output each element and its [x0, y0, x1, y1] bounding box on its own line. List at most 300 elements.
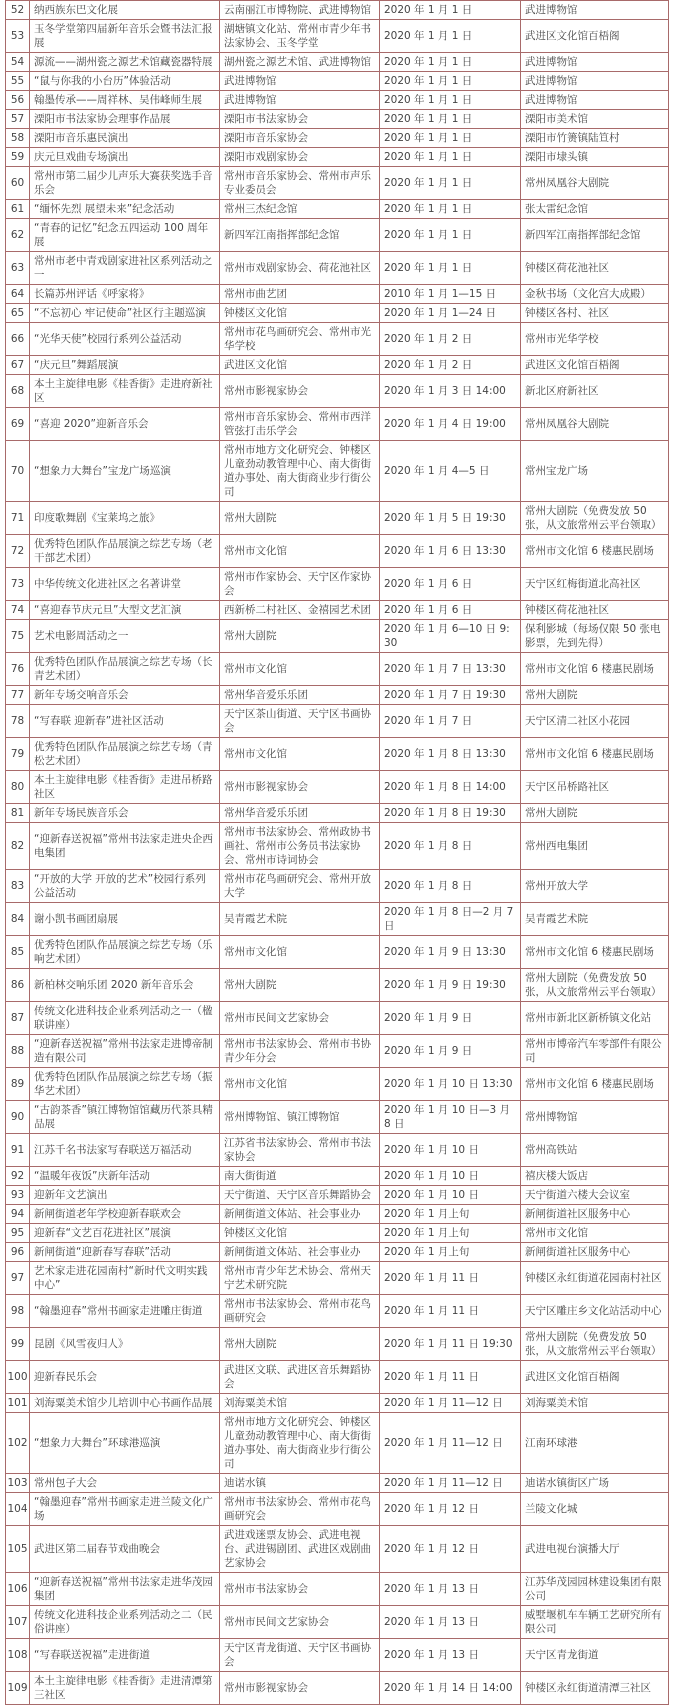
event-name-cell: “写春联送祝福”走进街道: [30, 1639, 220, 1672]
organizer-cell: 常州大剧院: [220, 620, 380, 653]
event-name-cell: 优秀特色团队作品展演之综艺专场（乐响艺术团）: [30, 936, 220, 969]
event-name-cell: 新闸街道“迎新春写春联”活动: [30, 1243, 220, 1262]
event-name-cell: 本土主旋律电影《桂香街》走进吊桥路社区: [30, 771, 220, 804]
event-name-cell: “开放的大学 开放的艺术”校园行系列公益活动: [30, 870, 220, 903]
row-number-cell: 60: [6, 167, 30, 200]
row-number-cell: 90: [6, 1101, 30, 1134]
organizer-cell: 常州大剧院: [220, 502, 380, 535]
event-name-cell: 常州市第二届少儿声乐大赛获奖选手音乐会: [30, 167, 220, 200]
organizer-cell: 吴青霞艺术院: [220, 903, 380, 936]
row-number-cell: 93: [6, 1186, 30, 1205]
row-number-cell: 92: [6, 1167, 30, 1186]
venue-cell: 新闸街道社区服务中心: [521, 1205, 669, 1224]
event-name-cell: 常州包子大会: [30, 1474, 220, 1493]
organizer-cell: 常州大剧院: [220, 969, 380, 1002]
organizer-cell: 天宁街道、天宁区音乐舞蹈协会: [220, 1186, 380, 1205]
venue-cell: 武进博物馆: [521, 1, 669, 20]
event-time-cell: 2020 年 1 月 7 日 13:30: [380, 653, 521, 686]
event-time-cell: 2010 年 1 月 1—15 日: [380, 285, 521, 304]
event-time-cell: 2020 年 1 月 8 日: [380, 823, 521, 870]
venue-cell: 金秋书场（文化宫大成殿）: [521, 285, 669, 304]
table-row: [6, 1361, 669, 1394]
event-name-cell: “青春的记忆”纪念五四运动 100 周年展: [30, 219, 220, 252]
venue-cell: 江苏华茂园园林建设集团有限公司: [521, 1573, 669, 1606]
event-time-cell: 2020 年 1 月 9 日 19:30: [380, 969, 521, 1002]
event-time-cell: 2020 年 1 月 1 日: [380, 129, 521, 148]
organizer-cell: 常州市民间文艺家协会: [220, 1606, 380, 1639]
row-number-cell: 98: [6, 1295, 30, 1328]
event-name-cell: 翰墨传承——周祥林、吴伟峰师生展: [30, 91, 220, 110]
table-row: [6, 356, 669, 375]
organizer-cell: 常州市文化馆: [220, 936, 380, 969]
table-row: [6, 1002, 669, 1035]
row-number-cell: 96: [6, 1243, 30, 1262]
organizer-cell: 常州华音爱乐乐团: [220, 804, 380, 823]
organizer-cell: 常州市花鸟画研究会、常州开放大学: [220, 870, 380, 903]
event-time-cell: 2020 年 1 月上旬: [380, 1243, 521, 1262]
table-row: [6, 1672, 669, 1705]
row-number-cell: 53: [6, 20, 30, 53]
row-number-cell: 72: [6, 535, 30, 568]
organizer-cell: 溧阳市音乐家协会: [220, 129, 380, 148]
organizer-cell: 溧阳市戏剧家协会: [220, 148, 380, 167]
event-name-cell: 传统文化进科技企业系列活动之一（楹联讲座）: [30, 1002, 220, 1035]
organizer-cell: 新四军江南指挥部纪念馆: [220, 219, 380, 252]
row-number-cell: 108: [6, 1639, 30, 1672]
table-row: [6, 1394, 669, 1413]
table-row: [6, 620, 669, 653]
row-number-cell: 65: [6, 304, 30, 323]
organizer-cell: 常州市书法家协会、常州政协书画社、常州市公务员书法家协会、常州市诗词协会: [220, 823, 380, 870]
event-time-cell: 2020 年 1 月 13 日: [380, 1573, 521, 1606]
row-number-cell: 88: [6, 1035, 30, 1068]
row-number-cell: 73: [6, 568, 30, 601]
row-number-cell: 66: [6, 323, 30, 356]
row-number-cell: 103: [6, 1474, 30, 1493]
event-time-cell: 2020 年 1 月 10 日: [380, 1186, 521, 1205]
row-number-cell: 70: [6, 441, 30, 502]
row-number-cell: 55: [6, 72, 30, 91]
organizer-cell: 常州市民间文艺家协会: [220, 1002, 380, 1035]
venue-cell: 保利影城（每场仅限 50 张电影票，先到先得）: [521, 620, 669, 653]
row-number-cell: 77: [6, 686, 30, 705]
event-time-cell: 2020 年 1 月 8 日: [380, 870, 521, 903]
event-name-cell: “光华天使”校园行系列公益活动: [30, 323, 220, 356]
venue-cell: 天宁区红梅街道北高社区: [521, 568, 669, 601]
event-name-cell: 长篇苏州评话《呼家将》: [30, 285, 220, 304]
event-time-cell: 2020 年 1 月 1 日: [380, 110, 521, 129]
row-number-cell: 106: [6, 1573, 30, 1606]
table-row: [6, 1493, 669, 1526]
venue-cell: 兰陵文化城: [521, 1493, 669, 1526]
event-time-cell: 2020 年 1 月 3 日 14:00: [380, 375, 521, 408]
event-time-cell: 2020 年 1 月 11 日: [380, 1295, 521, 1328]
organizer-cell: 常州市书法家协会、常州市书协青少年分会: [220, 1035, 380, 1068]
table-row: [6, 285, 669, 304]
event-name-cell: “温暖年夜饭”庆新年活动: [30, 1167, 220, 1186]
event-time-cell: 2020 年 1 月 12 日: [380, 1493, 521, 1526]
event-time-cell: 2020 年 1 月 8 日—2 月 7 日: [380, 903, 521, 936]
event-time-cell: 2020 年 1 月 1 日: [380, 252, 521, 285]
organizer-cell: 常州三杰纪念馆: [220, 200, 380, 219]
venue-cell: 常州凤凰谷大剧院: [521, 167, 669, 200]
row-number-cell: 63: [6, 252, 30, 285]
event-name-cell: “翰墨迎春”常州书画家走进雕庄街道: [30, 1295, 220, 1328]
event-name-cell: “迎新春送祝福”常州书法家走进博帝制造有限公司: [30, 1035, 220, 1068]
venue-cell: 禧庆楼大饭店: [521, 1167, 669, 1186]
table-row: [6, 72, 669, 91]
organizer-cell: 常州市音乐家协会、常州市西洋管弦打击乐学会: [220, 408, 380, 441]
table-row: [6, 375, 669, 408]
event-time-cell: 2020 年 1 月 10 日 13:30: [380, 1068, 521, 1101]
event-time-cell: 2020 年 1 月 2 日: [380, 323, 521, 356]
venue-cell: 武进区文化馆百梧阁: [521, 356, 669, 375]
table-row: [6, 167, 669, 200]
row-number-cell: 81: [6, 804, 30, 823]
event-name-cell: 传统文化进科技企业系列活动之二（民俗讲座）: [30, 1606, 220, 1639]
event-name-cell: 源流——湖州瓷之源艺术馆藏瓷器特展: [30, 53, 220, 72]
event-time-cell: 2020 年 1 月 8 日 19:30: [380, 804, 521, 823]
event-name-cell: 新闸街道老年学校迎新春联欢会: [30, 1205, 220, 1224]
table-row: [6, 1328, 669, 1361]
venue-cell: 常州市文化馆 6 楼惠民剧场: [521, 535, 669, 568]
row-number-cell: 107: [6, 1606, 30, 1639]
organizer-cell: 常州市文化馆: [220, 653, 380, 686]
venue-cell: 常州大剧院: [521, 804, 669, 823]
table-row: [6, 1224, 669, 1243]
row-number-cell: 54: [6, 53, 30, 72]
row-number-cell: 99: [6, 1328, 30, 1361]
table-row: [6, 771, 669, 804]
event-name-cell: “写春联 迎新春”进社区活动: [30, 705, 220, 738]
venue-cell: 常州开放大学: [521, 870, 669, 903]
table-row: [6, 1413, 669, 1474]
event-time-cell: 2020 年 1 月 11 日 19:30: [380, 1328, 521, 1361]
venue-cell: 常州西电集团: [521, 823, 669, 870]
table-row: [6, 823, 669, 870]
event-time-cell: 2020 年 1 月 7 日: [380, 705, 521, 738]
event-time-cell: 2020 年 1 月 8 日 13:30: [380, 738, 521, 771]
venue-cell: 吴青霞艺术院: [521, 903, 669, 936]
venue-cell: 天宁区青龙街道: [521, 1639, 669, 1672]
row-number-cell: 85: [6, 936, 30, 969]
table-row: [6, 903, 669, 936]
row-number-cell: 97: [6, 1262, 30, 1295]
venue-cell: 威墅堰机车车辆工艺研究所有限公司: [521, 1606, 669, 1639]
table-row: [6, 1573, 669, 1606]
table-row: [6, 568, 669, 601]
table-row: [6, 91, 669, 110]
event-name-cell: 庆元旦戏曲专场演出: [30, 148, 220, 167]
venue-cell: 常州大剧院: [521, 686, 669, 705]
event-name-cell: 优秀特色团队作品展演之综艺专场（振华艺术团）: [30, 1068, 220, 1101]
venue-cell: 常州博物馆: [521, 1101, 669, 1134]
table-row: [6, 535, 669, 568]
row-number-cell: 80: [6, 771, 30, 804]
row-number-cell: 75: [6, 620, 30, 653]
event-time-cell: 2020 年 1 月 11—12 日: [380, 1413, 521, 1474]
table-row: [6, 200, 669, 219]
table-row: [6, 705, 669, 738]
organizer-cell: 武进区文联、武进区音乐舞蹈协会: [220, 1361, 380, 1394]
organizer-cell: 云南丽江市博物院、武进博物馆: [220, 1, 380, 20]
event-time-cell: 2020 年 1 月 6 日: [380, 568, 521, 601]
organizer-cell: 天宁区茶山街道、天宁区书画协会: [220, 705, 380, 738]
venue-cell: 新闸街道社区服务中心: [521, 1243, 669, 1262]
event-name-cell: “缅怀先烈 展望未来”纪念活动: [30, 200, 220, 219]
venue-cell: 溧阳市美术馆: [521, 110, 669, 129]
table-row: [6, 936, 669, 969]
organizer-cell: 常州大剧院: [220, 1328, 380, 1361]
table-row: [6, 219, 669, 252]
event-name-cell: 中华传统文化进社区之名著讲堂: [30, 568, 220, 601]
venue-cell: 钟楼区荷花池社区: [521, 252, 669, 285]
venue-cell: 常州市文化馆 6 楼惠民剧场: [521, 1068, 669, 1101]
event-time-cell: 2020 年 1 月 13 日: [380, 1606, 521, 1639]
organizer-cell: 常州市戏剧家协会、荷花池社区: [220, 252, 380, 285]
row-number-cell: 59: [6, 148, 30, 167]
organizer-cell: 常州市文化馆: [220, 1068, 380, 1101]
venue-cell: 溧阳市埭头镇: [521, 148, 669, 167]
table-row: [6, 1526, 669, 1573]
event-name-cell: 溧阳市音乐惠民演出: [30, 129, 220, 148]
row-number-cell: 91: [6, 1134, 30, 1167]
event-time-cell: 2020 年 1 月 1 日: [380, 53, 521, 72]
event-time-cell: 2020 年 1 月 11 日: [380, 1361, 521, 1394]
event-name-cell: 纳西族东巴文化展: [30, 1, 220, 20]
venue-cell: 常州宝龙广场: [521, 441, 669, 502]
organizer-cell: 常州市影视家协会: [220, 1672, 380, 1705]
event-time-cell: 2020 年 1 月 4—5 日: [380, 441, 521, 502]
row-number-cell: 109: [6, 1672, 30, 1705]
table-row: [6, 1262, 669, 1295]
row-number-cell: 101: [6, 1394, 30, 1413]
event-name-cell: “喜迎春节庆元旦”大型文艺汇演: [30, 601, 220, 620]
venue-cell: 常州高铁站: [521, 1134, 669, 1167]
organizer-cell: 湖州瓷之源艺术馆、武进博物馆: [220, 53, 380, 72]
organizer-cell: 湖塘镇文化站、常州市青少年书法家协会、玉冬学堂: [220, 20, 380, 53]
event-time-cell: 2020 年 1 月 11—12 日: [380, 1394, 521, 1413]
organizer-cell: 常州市花鸟画研究会、常州市光华学校: [220, 323, 380, 356]
organizer-cell: 常州市书法家协会: [220, 1573, 380, 1606]
event-time-cell: 2020 年 1 月 7 日 19:30: [380, 686, 521, 705]
row-number-cell: 102: [6, 1413, 30, 1474]
table-row: [6, 804, 669, 823]
table-row: [6, 1035, 669, 1068]
organizer-cell: 新闸街道文体站、社会事业办: [220, 1205, 380, 1224]
row-number-cell: 67: [6, 356, 30, 375]
organizer-cell: 武进博物馆: [220, 91, 380, 110]
venue-cell: 江南环球港: [521, 1413, 669, 1474]
event-time-cell: 2020 年 1 月 2 日: [380, 356, 521, 375]
row-number-cell: 64: [6, 285, 30, 304]
row-number-cell: 100: [6, 1361, 30, 1394]
organizer-cell: 武进区文化馆: [220, 356, 380, 375]
row-number-cell: 58: [6, 129, 30, 148]
table-row: [6, 1186, 669, 1205]
event-time-cell: 2020 年 1 月 1 日: [380, 200, 521, 219]
row-number-cell: 83: [6, 870, 30, 903]
venue-cell: 武进博物馆: [521, 53, 669, 72]
venue-cell: 迪诺水镇街区广场: [521, 1474, 669, 1493]
events-table: [5, 0, 669, 1705]
row-number-cell: 74: [6, 601, 30, 620]
event-name-cell: 昆剧《风雪夜归人》: [30, 1328, 220, 1361]
venue-cell: 钟楼区各村、社区: [521, 304, 669, 323]
table-row: [6, 1068, 669, 1101]
event-time-cell: 2020 年 1 月 1 日: [380, 1, 521, 20]
event-time-cell: 2020 年 1 月 1—24 日: [380, 304, 521, 323]
event-name-cell: 常州市老中青戏剧家进社区系列活动之一: [30, 252, 220, 285]
organizer-cell: 常州市地方文化研究会、钟楼区儿童劲动教管理中心、南大街街道办事处、南大街商业步行街公司: [220, 1413, 380, 1474]
row-number-cell: 68: [6, 375, 30, 408]
table-row: [6, 686, 669, 705]
organizer-cell: 常州博物馆、镇江博物馆: [220, 1101, 380, 1134]
event-time-cell: 2020 年 1 月 12 日: [380, 1526, 521, 1573]
row-number-cell: 78: [6, 705, 30, 738]
event-time-cell: 2020 年 1 月 14 日 14:00: [380, 1672, 521, 1705]
event-time-cell: 2020 年 1 月 8 日 14:00: [380, 771, 521, 804]
venue-cell: 武进博物馆: [521, 72, 669, 91]
row-number-cell: 62: [6, 219, 30, 252]
venue-cell: 武进区文化馆百梧阁: [521, 20, 669, 53]
event-name-cell: 本土主旋律电影《桂香街》走进府新社区: [30, 375, 220, 408]
table-row: [6, 304, 669, 323]
event-name-cell: 谢小凯书画团扇展: [30, 903, 220, 936]
event-name-cell: 印度歌舞剧《宝莱坞之旅》: [30, 502, 220, 535]
event-time-cell: 2020 年 1 月 6 日: [380, 601, 521, 620]
table-row: [6, 1134, 669, 1167]
event-time-cell: 2020 年 1 月 5 日 19:30: [380, 502, 521, 535]
venue-cell: 天宁区吊桥路社区: [521, 771, 669, 804]
event-time-cell: 2020 年 1 月 10 日: [380, 1134, 521, 1167]
event-name-cell: 武进区第二届春节戏曲晚会: [30, 1526, 220, 1573]
event-name-cell: 新年专场民族音乐会: [30, 804, 220, 823]
organizer-cell: 溧阳市书法家协会: [220, 110, 380, 129]
organizer-cell: 常州市书法家协会、常州市花鸟画研究会: [220, 1295, 380, 1328]
table-row: [6, 1243, 669, 1262]
venue-cell: 天宁区清二社区小花园: [521, 705, 669, 738]
event-name-cell: “庆元旦”舞蹈展演: [30, 356, 220, 375]
venue-cell: 钟楼区永红街道清潭三社区: [521, 1672, 669, 1705]
row-number-cell: 87: [6, 1002, 30, 1035]
venue-cell: 常州大剧院（免费发放 50 张，从文旅常州云平台领取）: [521, 1328, 669, 1361]
organizer-cell: 武进戏迷票友协会、武进电视台、武进锡剧团、武进区戏剧曲艺家协会: [220, 1526, 380, 1573]
table-row: [6, 738, 669, 771]
venue-cell: 钟楼区荷花池社区: [521, 601, 669, 620]
organizer-cell: 常州市文化馆: [220, 535, 380, 568]
event-name-cell: 优秀特色团队作品展演之综艺专场（长青艺术团）: [30, 653, 220, 686]
event-time-cell: 2020 年 1 月 9 日 13:30: [380, 936, 521, 969]
venue-cell: 武进区文化馆百梧阁: [521, 1361, 669, 1394]
event-name-cell: 优秀特色团队作品展演之综艺专场（老干部艺术团）: [30, 535, 220, 568]
row-number-cell: 71: [6, 502, 30, 535]
table-row: [6, 1167, 669, 1186]
organizer-cell: 钟楼区文化馆: [220, 304, 380, 323]
event-name-cell: 艺术家走进花园南村“新时代文明实践中心”: [30, 1262, 220, 1295]
table-row: [6, 441, 669, 502]
organizer-cell: 常州市影视家协会: [220, 375, 380, 408]
event-time-cell: 2020 年 1 月 1 日: [380, 148, 521, 167]
venue-cell: 溧阳市竹箦镇陆笪村: [521, 129, 669, 148]
table-row: [6, 148, 669, 167]
organizer-cell: 迪诺水镇: [220, 1474, 380, 1493]
event-time-cell: 2020 年 1 月 1 日: [380, 20, 521, 53]
event-name-cell: “迎新春送祝福”常州书法家走进华茂园集团: [30, 1573, 220, 1606]
event-time-cell: 2020 年 1 月上旬: [380, 1224, 521, 1243]
row-number-cell: 104: [6, 1493, 30, 1526]
event-name-cell: 刘海粟美术馆少儿培训中心书画作品展: [30, 1394, 220, 1413]
event-time-cell: 2020 年 1 月 1 日: [380, 219, 521, 252]
event-name-cell: 迎新年文艺演出: [30, 1186, 220, 1205]
row-number-cell: 89: [6, 1068, 30, 1101]
event-time-cell: 2020 年 1 月 9 日: [380, 1002, 521, 1035]
venue-cell: 新北区府新社区: [521, 375, 669, 408]
table-row: [6, 53, 669, 72]
table-row: [6, 1474, 669, 1493]
organizer-cell: 天宁区青龙街道、天宁区书画协会: [220, 1639, 380, 1672]
event-time-cell: 2020 年 1 月 9 日: [380, 1035, 521, 1068]
row-number-cell: 69: [6, 408, 30, 441]
event-name-cell: “鼠与你我的小台历”体验活动: [30, 72, 220, 91]
table-row: [6, 408, 669, 441]
venue-cell: 常州市光华学校: [521, 323, 669, 356]
event-name-cell: “想象力大舞台”宝龙广场巡演: [30, 441, 220, 502]
event-name-cell: 迎新春民乐会: [30, 1361, 220, 1394]
row-number-cell: 82: [6, 823, 30, 870]
venue-cell: 张太雷纪念馆: [521, 200, 669, 219]
event-time-cell: 2020 年 1 月 1 日: [380, 91, 521, 110]
row-number-cell: 94: [6, 1205, 30, 1224]
table-row: [6, 110, 669, 129]
venue-cell: 常州市博帝汽车零部件有限公司: [521, 1035, 669, 1068]
organizer-cell: 西新桥二村社区、金禧园艺术团: [220, 601, 380, 620]
table-row: [6, 129, 669, 148]
table-row: [6, 323, 669, 356]
event-name-cell: 江苏千名书法家写春联送万福活动: [30, 1134, 220, 1167]
event-name-cell: “古韵茶香”镇江博物馆馆藏历代茶具精品展: [30, 1101, 220, 1134]
event-name-cell: “迎新春送祝福”常州书法家走进央企西电集团: [30, 823, 220, 870]
event-time-cell: 2020 年 1 月 13 日: [380, 1639, 521, 1672]
table-row: [6, 1295, 669, 1328]
event-time-cell: 2020 年 1 月 11 日: [380, 1262, 521, 1295]
event-time-cell: 2020 年 1 月上旬: [380, 1205, 521, 1224]
event-time-cell: 2020 年 1 月 6—10 日 9:30: [380, 620, 521, 653]
row-number-cell: 76: [6, 653, 30, 686]
table-row: [6, 1639, 669, 1672]
table-row: [6, 502, 669, 535]
organizer-cell: 常州市书法家协会、常州市花鸟画研究会: [220, 1493, 380, 1526]
venue-cell: 武进博物馆: [521, 91, 669, 110]
organizer-cell: 刘海粟美术馆: [220, 1394, 380, 1413]
row-number-cell: 95: [6, 1224, 30, 1243]
organizer-cell: 常州市地方文化研究会、钟楼区儿童劲动教管理中心、南大街街道办事处、南大街商业步行街公司: [220, 441, 380, 502]
event-name-cell: 优秀特色团队作品展演之综艺专场（青松艺术团）: [30, 738, 220, 771]
venue-cell: 常州凤凰谷大剧院: [521, 408, 669, 441]
organizer-cell: 常州市影视家协会: [220, 771, 380, 804]
table-row: [6, 1101, 669, 1134]
venue-cell: 常州大剧院（免费发放 50 张，从文旅常州云平台领取）: [521, 969, 669, 1002]
table-row: [6, 1606, 669, 1639]
organizer-cell: 常州市曲艺团: [220, 285, 380, 304]
organizer-cell: 常州市青少年艺术协会、常州天宁艺术研究院: [220, 1262, 380, 1295]
table-row: [6, 1, 669, 20]
events-table-body: [6, 1, 669, 1705]
table-row: [6, 252, 669, 285]
venue-cell: 常州市文化馆: [521, 1224, 669, 1243]
organizer-cell: 常州市音乐家协会、常州市声乐专业委员会: [220, 167, 380, 200]
event-time-cell: 2020 年 1 月 10 日—3 月 8 日: [380, 1101, 521, 1134]
